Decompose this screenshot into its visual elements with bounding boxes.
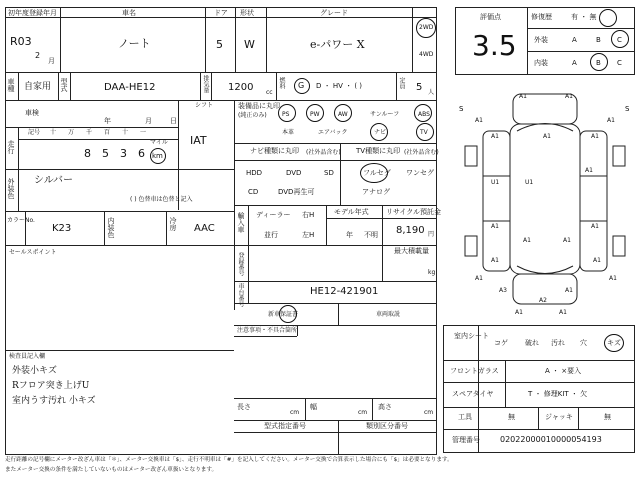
color-code: K23 bbox=[52, 223, 72, 234]
recycle-unit: 円 bbox=[428, 231, 435, 238]
diagram-mark: A1 bbox=[563, 237, 571, 244]
score-value: 3.5 bbox=[472, 29, 517, 62]
sheet-opt: 穴 bbox=[580, 339, 587, 347]
diagram-left-side bbox=[483, 131, 510, 271]
ac-value: AAC bbox=[194, 223, 215, 234]
equip-item2: TV bbox=[420, 129, 428, 136]
diagram-side-left: S bbox=[459, 105, 464, 113]
diagram-mark: A1 bbox=[543, 133, 551, 140]
header-shape: 形状 bbox=[240, 9, 254, 17]
repair-options: 有 ・ 無 bbox=[571, 13, 597, 21]
sheet-opt: 破れ bbox=[525, 339, 539, 347]
diagram-mark: A1 bbox=[515, 309, 523, 316]
mgmt-label: 管理番号 bbox=[452, 436, 480, 444]
diagram-mark: A1 bbox=[491, 133, 499, 140]
diagram-mark: A1 bbox=[565, 93, 573, 100]
footer-line1: 走行距離の記号欄にメーター改ざん車は「＊」、メーター交換車は「$」、走行不明車は「#」を記入してください。メーター交換で合算表示した場合にも「$」は必要となります。 bbox=[5, 457, 453, 463]
diagram-side-right: S bbox=[625, 105, 630, 113]
equip-item: PW bbox=[310, 111, 320, 118]
sheet-kizu-circle bbox=[604, 334, 624, 352]
diagram-mark: A1 bbox=[475, 275, 483, 282]
inspection-label: 車検 bbox=[25, 109, 39, 117]
header-year-reg: 初年度登録年月 bbox=[8, 9, 57, 17]
mile-digit: 6 bbox=[138, 147, 145, 160]
diagram-mark: U1 bbox=[525, 179, 534, 186]
ac-label: 冷房 bbox=[169, 217, 177, 231]
mile-unit-2: 万 bbox=[68, 129, 75, 136]
shift-label: シフト bbox=[195, 102, 214, 109]
dims-height-unit: cm bbox=[424, 409, 434, 416]
tools-label: 工具 bbox=[458, 413, 472, 421]
tv-note: (社外品含む) bbox=[404, 149, 439, 156]
ext-label: 外装 bbox=[534, 36, 548, 44]
tv-oneseg: ワンセグ bbox=[406, 169, 434, 177]
diagram-mark: A1 bbox=[609, 275, 617, 282]
import-right: 右H bbox=[302, 211, 315, 219]
inspector-line: Rフロア突き上げU bbox=[12, 381, 90, 391]
inspection-year: 年 bbox=[104, 117, 111, 125]
ext-b: B bbox=[596, 36, 601, 44]
recycle-label: リサイクル預託金 bbox=[386, 208, 442, 216]
int-label: 内装 bbox=[534, 59, 548, 67]
diagram-roof bbox=[510, 124, 580, 274]
sheet-opt: コゲ bbox=[494, 339, 508, 347]
warranty-manual: 車両取説 bbox=[376, 311, 401, 318]
int-circle bbox=[590, 53, 608, 71]
sheet-opt: キズ bbox=[607, 339, 621, 347]
disp-unit: cc bbox=[266, 89, 273, 96]
mile-unit-0: 記号 bbox=[28, 129, 41, 136]
mile-digit: 5 bbox=[102, 147, 109, 160]
inspection-month: 月 bbox=[145, 117, 152, 125]
int-a: A bbox=[572, 59, 577, 67]
sheet-label: 室内シート bbox=[454, 332, 489, 340]
jack-value: 無 bbox=[604, 413, 611, 421]
diagram-mark: A3 bbox=[499, 287, 507, 294]
diagram-mark: A1 bbox=[591, 133, 599, 140]
model-value: DAA-HE12 bbox=[104, 82, 156, 93]
inspector-title: 検査員記入欄 bbox=[9, 353, 46, 360]
equip-item2: エアバック bbox=[318, 129, 348, 136]
header-grade: グレード bbox=[320, 9, 348, 17]
mile-unit-4: 百 bbox=[104, 129, 111, 136]
mile-unit-1: 十 bbox=[50, 129, 57, 136]
cap-label: 定員 bbox=[398, 77, 405, 89]
equip-circle bbox=[334, 104, 352, 122]
fuel-options: D ・ HV ・ ( ) bbox=[316, 82, 363, 90]
notes-title: 注意事項・不具合箇所 bbox=[237, 327, 298, 334]
import-dealer: ディーラー bbox=[256, 211, 291, 219]
km-label: km bbox=[152, 152, 163, 160]
navi-hdd: HDD bbox=[246, 169, 263, 177]
load-label: 最大積載量 bbox=[394, 247, 429, 255]
equip-item: サンルーフ bbox=[370, 111, 400, 118]
navi-cd: CD bbox=[248, 188, 259, 196]
equip-circle2 bbox=[370, 123, 388, 141]
vehicle-era: R03 bbox=[10, 35, 32, 48]
vehicle-name: ノート bbox=[118, 37, 151, 50]
reg-label: 車種 bbox=[7, 78, 15, 92]
equip-circle bbox=[306, 104, 324, 122]
import-parallel: 並行 bbox=[264, 231, 278, 239]
navi-title: ナビ種類に丸印 bbox=[250, 147, 299, 155]
type-cert-label: 型式指定番号 bbox=[264, 422, 306, 430]
vehicle-month: 2 bbox=[35, 51, 41, 60]
vehicle-drive: 2WD bbox=[419, 24, 434, 31]
model-year-year: 年 bbox=[346, 231, 353, 239]
vehicle-doors: 5 bbox=[216, 38, 223, 51]
cap-value: 5 bbox=[416, 82, 423, 93]
diagram-mark: A1 bbox=[475, 117, 483, 124]
model-year-unknown: 不明 bbox=[364, 231, 378, 239]
equip-item2: 本革 bbox=[282, 129, 295, 136]
ext-circle bbox=[611, 30, 629, 48]
equip-item: ABS bbox=[418, 111, 430, 118]
spare-opts: T ・ 修理KIT ・ 欠 bbox=[528, 390, 588, 398]
tv-title: TV種類に丸印 bbox=[356, 147, 401, 155]
mile-digit: 3 bbox=[120, 147, 127, 160]
tv-fullseg: フルセグ bbox=[363, 169, 391, 177]
recycle-value: 8,190 bbox=[396, 225, 425, 236]
diagram-mark: A2 bbox=[539, 297, 547, 304]
navi-dvd-play: DVD再生可 bbox=[278, 188, 315, 196]
vehicle-drive-alt: 4WD bbox=[419, 51, 434, 58]
diagram-mark: A1 bbox=[523, 237, 531, 244]
jack-label: ジャッキ bbox=[545, 413, 573, 421]
interior-label: 内装色 bbox=[107, 217, 115, 238]
mileage-label: 走行 bbox=[7, 140, 15, 154]
diagram-mark: A1 bbox=[565, 287, 573, 294]
header-car-name: 車名 bbox=[122, 9, 136, 17]
equip-title: 装備品に丸印 bbox=[238, 102, 280, 110]
front-glass-opts: A ・ ×要入 bbox=[545, 367, 582, 375]
color-label: 外装色 bbox=[7, 178, 15, 199]
equip-circle bbox=[278, 104, 296, 122]
int-c: C bbox=[617, 59, 622, 67]
import-label: 輸入車 bbox=[237, 212, 245, 233]
mile-unit-6: 一 bbox=[140, 129, 147, 136]
score-label: 評価点 bbox=[480, 13, 501, 21]
sales-point-label: セールスポイント bbox=[9, 249, 57, 256]
shift-value: IAT bbox=[190, 134, 207, 147]
vehicle-month-unit: 月 bbox=[48, 57, 55, 65]
model-year-label: モデル年式 bbox=[334, 208, 369, 216]
chassis-label: 車台番号 bbox=[237, 283, 244, 307]
chassis-value: HE12-421901 bbox=[310, 286, 379, 297]
disp-label: 排気量 bbox=[202, 75, 209, 93]
diagram-mark: A1 bbox=[519, 93, 527, 100]
fuel-value: G bbox=[298, 81, 305, 90]
repair-label: 修復歴 bbox=[531, 13, 552, 21]
ext-c: C bbox=[617, 36, 622, 44]
int-b: B bbox=[596, 59, 601, 67]
equip-item: AW bbox=[338, 111, 348, 118]
diagram-mark: A1 bbox=[607, 117, 615, 124]
mile-unit-3: 千 bbox=[86, 129, 93, 136]
navi-sd: SD bbox=[324, 169, 334, 177]
fuel-label: 燃料 bbox=[278, 77, 285, 89]
model-label: 型式 bbox=[60, 78, 68, 92]
cap-unit: 人 bbox=[428, 89, 435, 96]
diagram-mark: U1 bbox=[491, 179, 500, 186]
spare-label: スペアタイヤ bbox=[452, 390, 494, 398]
import-left: 左H bbox=[302, 231, 315, 239]
equip-item2: ナビ bbox=[374, 129, 387, 136]
repair-circle bbox=[599, 9, 617, 27]
tools-value: 無 bbox=[508, 413, 515, 421]
tv-analog: アナログ bbox=[362, 188, 390, 196]
diagram-mark: A1 bbox=[585, 167, 593, 174]
car-damage-diagram bbox=[455, 86, 635, 316]
load-unit: kg bbox=[428, 269, 436, 276]
diagram-mark: A1 bbox=[593, 257, 601, 264]
color-value: シルバー bbox=[34, 175, 74, 186]
disp-value: 1200 bbox=[228, 82, 254, 93]
mgmt-value: 02022000010000054193 bbox=[500, 435, 602, 444]
sheet-opt: 汚れ bbox=[551, 339, 565, 347]
diagram-right-side bbox=[580, 131, 607, 271]
inspection-day: 日 bbox=[170, 117, 177, 125]
reg-no-label: 登録番号 bbox=[237, 252, 244, 276]
mile-label: マイル bbox=[150, 139, 168, 146]
color-code-label: カラーNo. bbox=[7, 217, 35, 224]
dims-width-unit: cm bbox=[358, 409, 368, 416]
inspector-line: 室内うす汚れ 小キズ bbox=[12, 396, 96, 406]
warranty-new: 新車保証書 bbox=[268, 311, 299, 318]
equip-circle2 bbox=[416, 123, 434, 141]
front-glass-label: フロントガラス bbox=[450, 367, 499, 375]
vehicle-grade: e-パワー X bbox=[310, 38, 365, 51]
reg-type: 自家用 bbox=[24, 82, 52, 92]
equip-sub: (純正のみ) bbox=[238, 112, 267, 119]
ext-a: A bbox=[572, 36, 577, 44]
color-note: ( ) 色替車は色替と記入 bbox=[130, 196, 193, 203]
equip-item: PS bbox=[282, 111, 290, 118]
diagram-mark: A1 bbox=[491, 257, 499, 264]
dims-length-unit: cm bbox=[290, 409, 300, 416]
diagram-mark: A1 bbox=[591, 223, 599, 230]
navi-note: (社外品含む) bbox=[306, 149, 341, 156]
inspector-line: 外装小キズ bbox=[12, 366, 57, 376]
diagram-mark: A1 bbox=[559, 309, 567, 316]
dims-height: 高さ bbox=[378, 403, 392, 411]
footer-line2: またメーター交換の条件を満たしていないものはメーター改ざん車扱いとなります。 bbox=[5, 467, 218, 473]
mile-digit: 8 bbox=[84, 147, 91, 160]
vehicle-shape: W bbox=[244, 38, 255, 51]
header-doors: ドア bbox=[214, 9, 228, 17]
mile-unit-5: 十 bbox=[122, 129, 129, 136]
diagram-mark: A1 bbox=[491, 223, 499, 230]
equip-circle bbox=[414, 104, 432, 122]
class-label: 類別区分番号 bbox=[366, 422, 408, 430]
navi-dvd: DVD bbox=[286, 169, 302, 177]
dims-width: 幅 bbox=[310, 403, 317, 411]
dims-length: 長さ bbox=[237, 403, 251, 411]
